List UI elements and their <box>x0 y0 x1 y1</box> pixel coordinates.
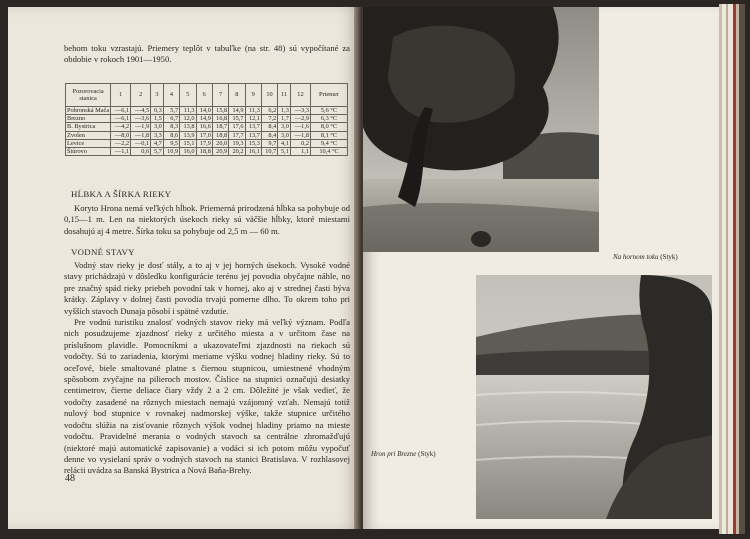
month-header: 9 <box>245 84 261 107</box>
month-header: 2 <box>131 84 151 107</box>
temperature-cell: 9,7 <box>261 139 277 147</box>
temperature-cell: 0,2 <box>290 139 310 147</box>
temperature-cell: —3,6 <box>131 115 151 123</box>
temperature-cell: 4,1 <box>278 139 291 147</box>
temperature-cell: 17,6 <box>229 123 245 131</box>
station-cell: Levice <box>66 139 111 147</box>
temperature-cell: 6,7 <box>163 115 179 123</box>
station-cell: B. Bystrica <box>66 123 111 131</box>
month-header: 4 <box>163 84 179 107</box>
temperature-cell: 8,4 <box>261 123 277 131</box>
temperature-cell: 18,8 <box>196 148 212 156</box>
heading-water-levels: VODNÉ STAVY <box>71 247 135 257</box>
temperature-cell: 5,7 <box>163 107 179 115</box>
temperature-cell: 14,0 <box>196 107 212 115</box>
water-text-2: Pre vodnú turistiku znalosť vodných stavov rieky má veľký význam. Podľa nich posudzujeme zjazdnosť rieky z určitého miesta a v určitom čase na príslušnom plavidle. Pomocníkmi a ukazovateľmi zjazdnosti na riekach sú vodočty. Sú to zariadenia, ktorými meriame výšku vodnej hladiny rieky. Sú to oceľové, biele smaltované platne s čiernou stupnicou, umiestnené vhodným spôsobom zvyčajne na pilieroch mostov. Číslice na stupnici označujú desiatky centimetrov, čierne deliace čiary vždy 2 a 2 cm. Dôležité je však vedieť, že vodočty zasadené na rôznych miestach nemajú vzájomný vzťah. Nemajú totiž nulový bod stupnice v rovnakej nadmorskej výške, takže stupnice určitého vodočtu slúžia na zisťovanie rôznych výšok vodnej hladiny priamo na mieste vodočtu. Pravidelné merania o vodných stavoch sa centrálne zhromažďujú (niektoré majú automatické zapisovanie) a vodáci si ich potom môžu vypočuť denne vo vysielaní správ o vodných stavoch na stanici Bratislava. V rozhlasovej relácii uvádza sa Banská Bystrica a Nová Baňa-Brehy. <box>64 317 350 476</box>
intro-text: behom toku vzrastajú. Priemery teplôt v tabuľke (na str. 48) sú vypočítané za obdobie v rokoch 1901—1950. <box>64 43 350 65</box>
table-row <box>66 107 348 115</box>
temperature-cell: 0,6 <box>131 148 151 156</box>
temperature-cell: 3,0 <box>151 123 164 131</box>
page-number: 48 <box>65 473 75 484</box>
month-header: 1 <box>111 84 131 107</box>
average-cell: 5,6 °C <box>311 107 348 115</box>
temperature-cell: 18,7 <box>212 123 228 131</box>
temperature-cell: —1,8 <box>290 131 310 139</box>
temperature-cell: 20,2 <box>229 148 245 156</box>
temperature-cell: 5,1 <box>278 148 291 156</box>
temperature-cell: 10,7 <box>261 148 277 156</box>
temperature-cell: 16,1 <box>245 148 261 156</box>
temperature-cell: 3,3 <box>151 131 164 139</box>
temperature-cell: 19,3 <box>229 139 245 147</box>
temperature-cell: 8,4 <box>261 131 277 139</box>
temperature-cell: 8,6 <box>163 131 179 139</box>
average-cell: 8,0 °C <box>311 123 348 131</box>
temperature-cell: 17,0 <box>196 131 212 139</box>
temperature-cell: 11,3 <box>245 107 261 115</box>
station-header: Pozorovacia stanica <box>66 84 111 107</box>
temperature-cell: —1,8 <box>131 131 151 139</box>
temperature-cell: —1,1 <box>111 148 131 156</box>
caption-upper <box>613 253 678 261</box>
photo-brezno <box>476 275 712 519</box>
month-header: 12 <box>290 84 310 107</box>
temperature-cell: —8,0 <box>111 131 131 139</box>
month-header: 11 <box>278 84 291 107</box>
table-row <box>66 115 348 123</box>
temperature-cell: 13,7 <box>245 123 261 131</box>
station-cell: Štúrovo <box>66 148 111 156</box>
page-edges <box>719 4 745 534</box>
average-cell: 8,1 °C <box>311 131 348 139</box>
temperature-cell: —2,9 <box>290 115 310 123</box>
temperature-cell: 15,3 <box>245 139 261 147</box>
caption-upper-place: Na hornom toku <box>613 253 659 261</box>
temperature-cell: 1,5 <box>151 115 164 123</box>
temperature-cell: 15,7 <box>229 115 245 123</box>
temperature-cell: 13,8 <box>180 123 196 131</box>
average-cell: 10,4 °C <box>311 148 348 156</box>
table-row <box>66 148 348 156</box>
water-text-1: Vodný stav rieky je dosť stály, a to aj v jej horných úsekoch. Vysoké vodné stavy prichádzajú v dôsledku konfigurácie terénu jej povodia obyčajne náhle, no pre značný spád rieky priebeh povodní tak v hornej, ako aj v strednej časti býva krátky. Záplavy v dolnej časti povodia trvajú pomerne dlho. To okrem toho pri vyšších stavoch Dunaja pôsobí i spätné vzdutie. <box>64 260 350 316</box>
temperature-cell: —1,9 <box>131 123 151 131</box>
heading-depth: HĹBKA A ŠÍRKA RIEKY <box>71 189 172 199</box>
temperature-cell: 5,7 <box>151 148 164 156</box>
temperature-cell: 16,0 <box>180 148 196 156</box>
temperature-cell: —4,2 <box>111 123 131 131</box>
station-cell: Pohronská Mača <box>67 107 110 114</box>
temperature-cell: 7,2 <box>261 115 277 123</box>
table-header-row <box>66 84 348 107</box>
month-header: 8 <box>229 84 245 107</box>
temperature-cell: 14,9 <box>229 107 245 115</box>
temperature-cell: —6,1 <box>111 115 131 123</box>
table-row <box>66 123 348 131</box>
station-cell: Zvolen <box>66 131 111 139</box>
temperature-cell: —3,3 <box>290 107 310 115</box>
average-header: Priemer <box>311 84 348 107</box>
right-page <box>363 7 719 529</box>
temperature-cell: 9,5 <box>163 139 179 147</box>
temperature-cell: 15,8 <box>212 107 228 115</box>
temperature-cell: 15,1 <box>180 139 196 147</box>
temperature-cell: 20,9 <box>212 148 228 156</box>
temperature-cell: 12,0 <box>180 115 196 123</box>
temperature-cell: 1,1 <box>290 148 310 156</box>
table-row <box>66 131 348 139</box>
caption-lower-place: Hron pri Brezne <box>371 450 417 458</box>
caption-upper-credit: (Styk) <box>660 253 678 261</box>
temperature-cell: 13,7 <box>245 131 261 139</box>
temperature-cell: 3,0 <box>278 131 291 139</box>
month-header: 6 <box>196 84 212 107</box>
temperature-cell: 0,3 <box>151 107 164 115</box>
tree-river-photo <box>363 7 599 252</box>
temperature-cell: —4,5 <box>131 107 151 115</box>
temperature-cell: 13,9 <box>180 131 196 139</box>
temperature-cell: —2,2 <box>111 139 131 147</box>
temperature-cell: 6,2 <box>261 107 277 115</box>
depth-text: Koryto Hrona nemá veľkých hĺbok. Priemerná prirodzená hĺbka sa pohybuje od 0,15—1 m. Len na niektorých úsekoch rieky sú väčšie hĺbky, ktoré miestami dosahujú aj 4 metre. Šírka toku sa pohybuje od 2,5 m — 60 m. <box>64 203 350 236</box>
photo-upper-river <box>363 7 599 252</box>
temperature-cell: 10,9 <box>163 148 179 156</box>
temperature-cell: 20,0 <box>212 139 228 147</box>
temperature-cell: —6,1 <box>111 107 131 115</box>
month-header: 5 <box>180 84 196 107</box>
average-cell: 9,4 °C <box>311 139 348 147</box>
station-cell: Brezno <box>66 115 111 123</box>
temperature-cell: 17,7 <box>229 131 245 139</box>
temperature-cell: 18,8 <box>212 131 228 139</box>
month-header: 7 <box>212 84 228 107</box>
temperature-cell: 16,8 <box>212 115 228 123</box>
water-paragraphs <box>64 260 350 477</box>
month-header: 10 <box>261 84 277 107</box>
month-header: 3 <box>151 84 164 107</box>
caption-lower <box>371 450 436 458</box>
depth-paragraph <box>64 203 350 237</box>
temperature-cell: 14,9 <box>196 115 212 123</box>
temperature-cell: 1,7 <box>278 115 291 123</box>
temperature-cell: 17,9 <box>196 139 212 147</box>
temperature-cell: 8,3 <box>163 123 179 131</box>
temperature-cell: 11,3 <box>180 107 196 115</box>
temperature-cell: —1,6 <box>290 123 310 131</box>
temperature-cell: 16,6 <box>196 123 212 131</box>
table-row <box>66 139 348 147</box>
caption-lower-credit: (Styk) <box>418 450 436 458</box>
average-cell: 6,3 °C <box>311 115 348 123</box>
intro-paragraph <box>64 43 350 66</box>
temperature-cell: 1,3 <box>278 107 291 115</box>
temperature-cell: 12,1 <box>245 115 261 123</box>
river-brezno-photo <box>476 275 712 519</box>
table-body <box>66 107 348 156</box>
temperature-cell: —0,1 <box>131 139 151 147</box>
left-page <box>8 7 362 529</box>
temperature-cell: 4,7 <box>151 139 164 147</box>
temperature-table <box>65 83 348 156</box>
temperature-cell: 3,0 <box>278 123 291 131</box>
